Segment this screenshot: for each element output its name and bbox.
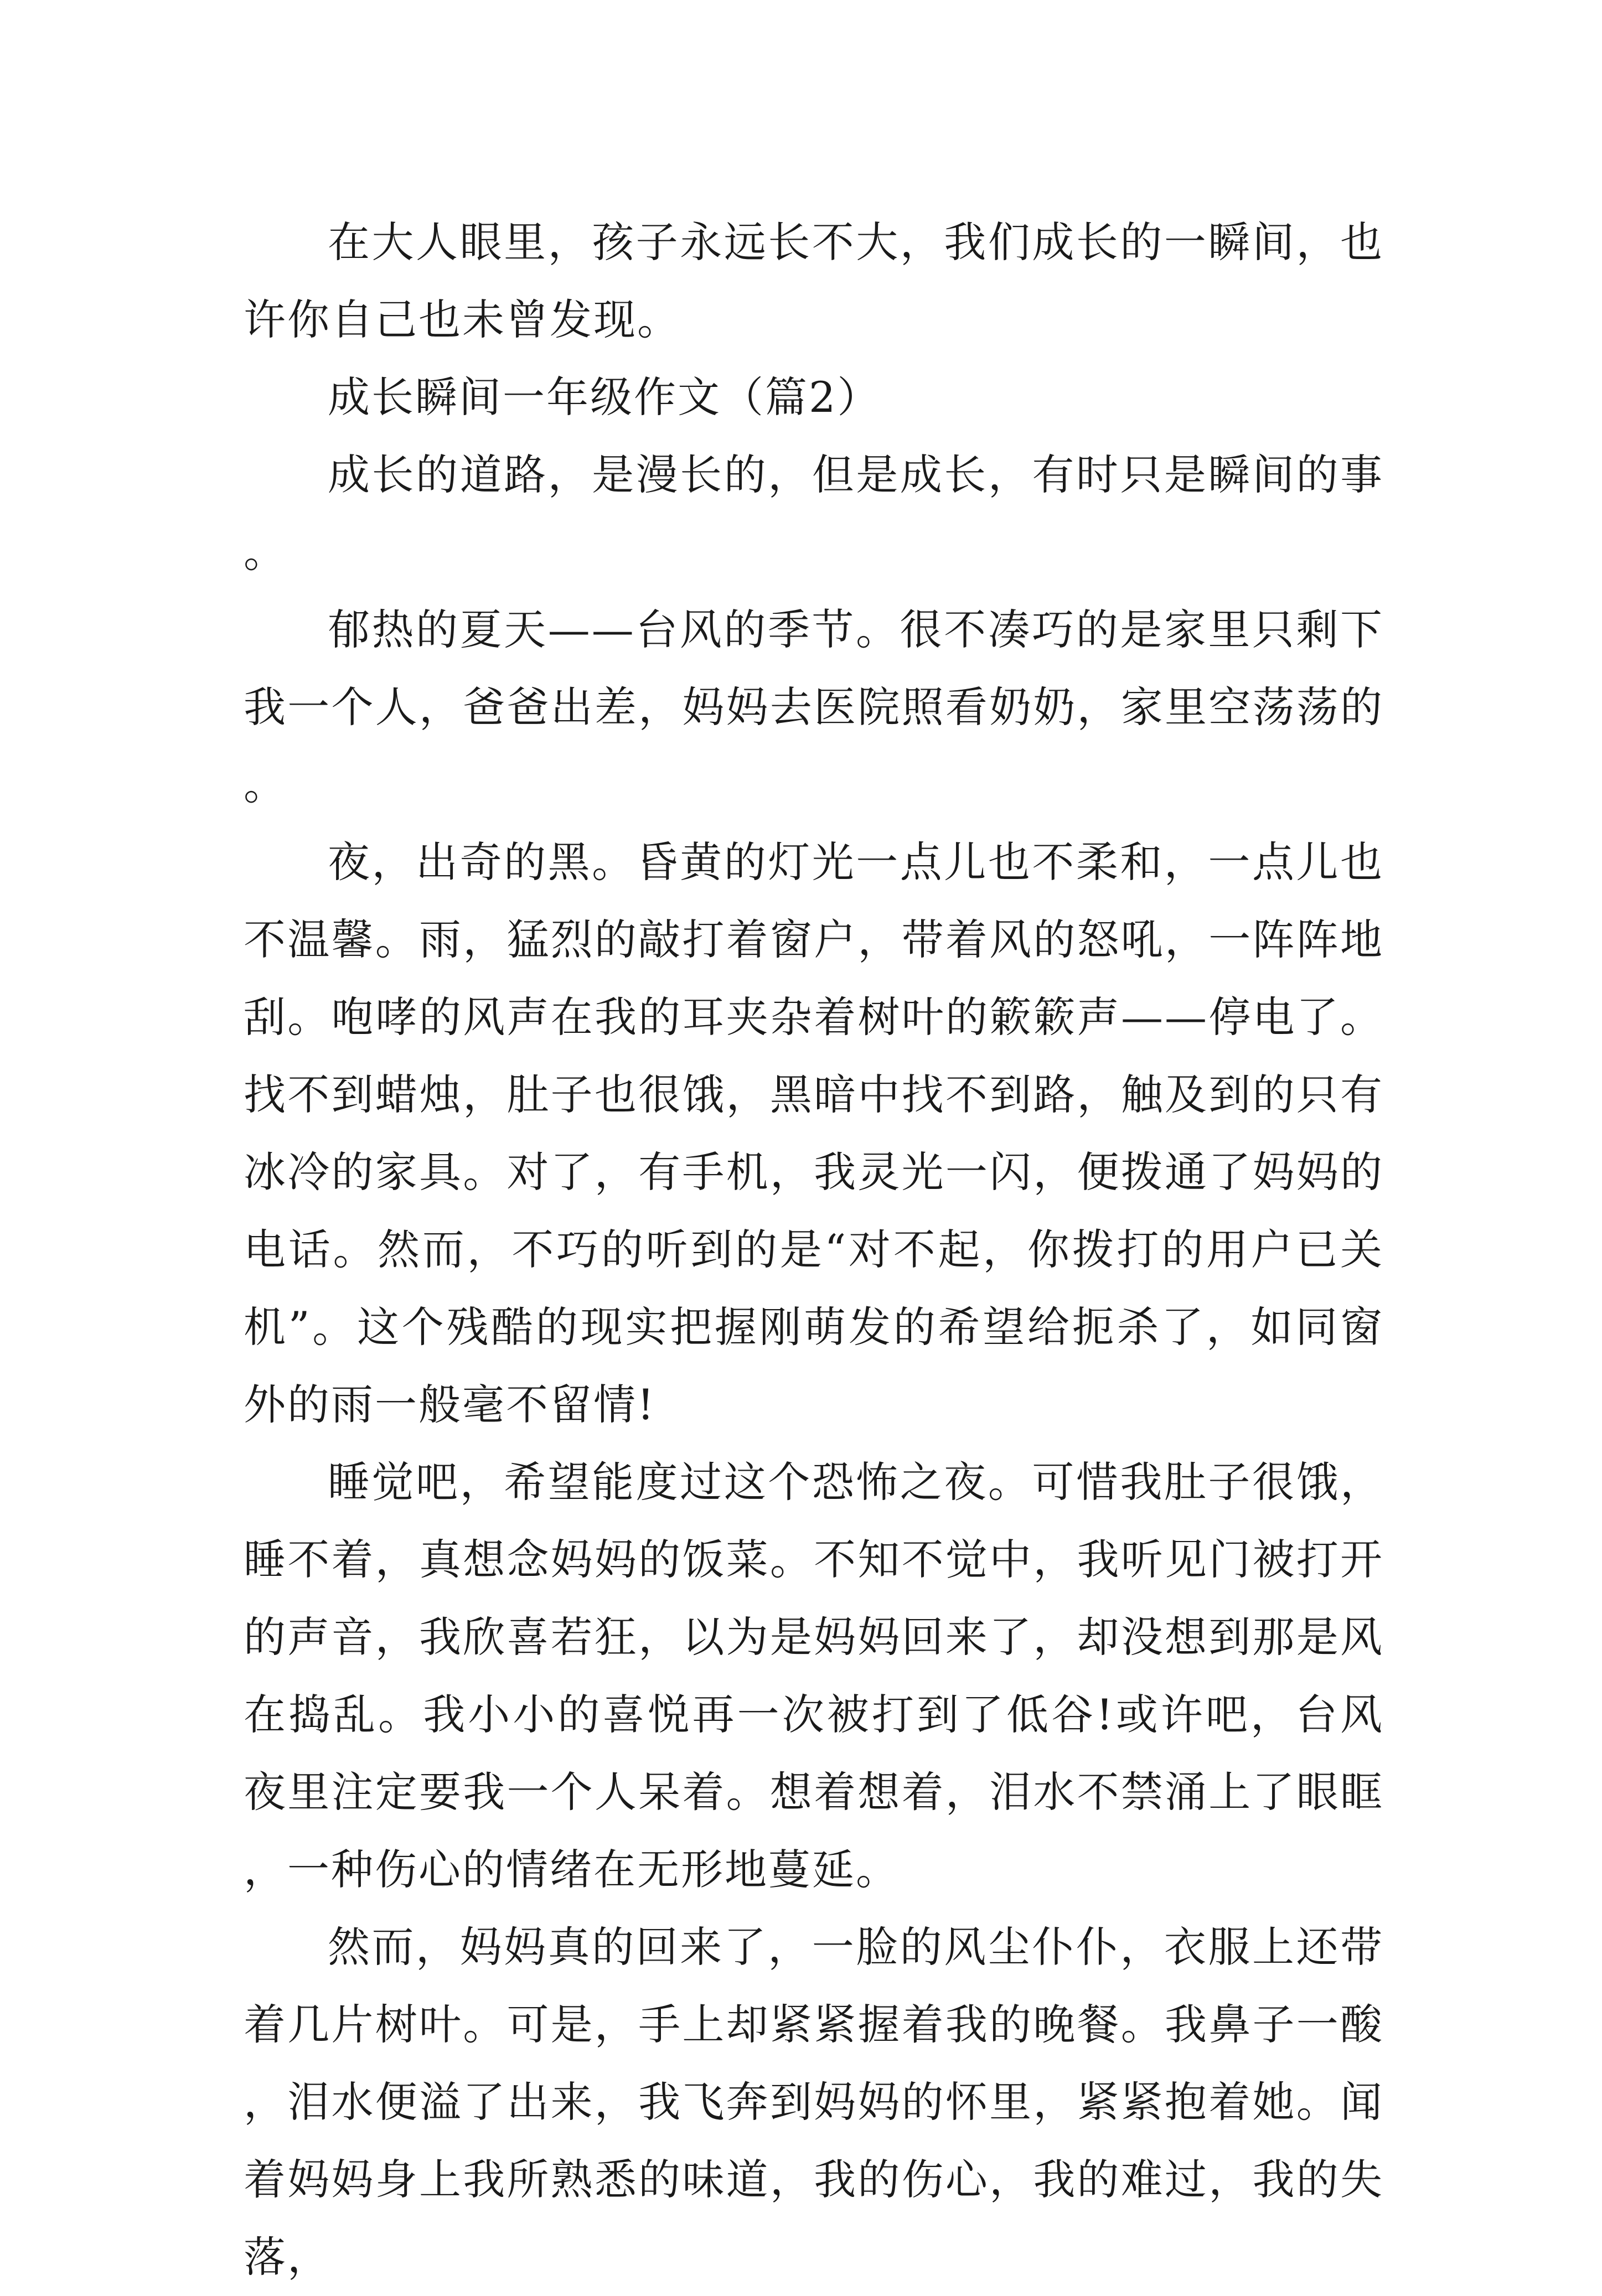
paragraph-6: 然而，妈妈真的回来了，一脸的风尘仆仆，衣服上还带着几片树叶。可是，手上却紧紧握着我的晚餐。我鼻子一酸，泪水便溢了出来，我飞奔到妈妈的怀里，紧紧抱着她。闻着妈妈身上我所熟悉的味道，我的伤心，我的难过，我的失落， [244,1922,1384,2282]
paragraph-1: 在大人眼里，孩子永远长不大，我们成长的一瞬间，也许你自己也未曾发现。 [244,218,1384,344]
section-heading: 成长瞬间一年级作文（篇2） [328,373,881,422]
document-body [244,204,1384,2296]
paragraph-3: 郁热的夏天——台风的季节。很不凑巧的是家里只剩下我一个人，爸爸出差，妈妈去医院照看奶奶，家里空荡荡的。 [244,605,1384,809]
paragraph-2: 成长的道路，是漫长的，但是成长，有时只是瞬间的事。 [244,450,1384,577]
paragraph-5: 睡觉吧，希望能度过这个恐怖之夜。可惜我肚子很饿，睡不着，真想念妈妈的饭菜。不知不觉中，我听见门被打开的声音，我欣喜若狂，以为是妈妈回来了，却没想到那是风在捣乱。我小小的喜悦再一次被打到了低谷!或许吧，台风夜里注定要我一个人呆着。想着想着，泪水不禁涌上了眼眶，一种伤心的情绪在无形地蔓延。 [244,1457,1384,1894]
paragraph-4: 夜，出奇的黑。昏黄的灯光一点儿也不柔和，一点儿也不温馨。雨，猛烈的敲打着窗户，带着风的怒吼，一阵阵地刮。咆哮的风声在我的耳夹杂着树叶的簌簌声——停电了。找不到蜡烛，肚子也很饿，黑暗中找不到路，触及到的只有冰冷的家具。对了，有手机，我灵光一闪，便拨通了妈妈的电话。然而，不巧的听到的是“对不起，你拨打的用户已关机”。这个残酷的现实把握刚萌发的希望给扼杀了，如同窗外的雨一般毫不留情! [244,837,1384,1429]
